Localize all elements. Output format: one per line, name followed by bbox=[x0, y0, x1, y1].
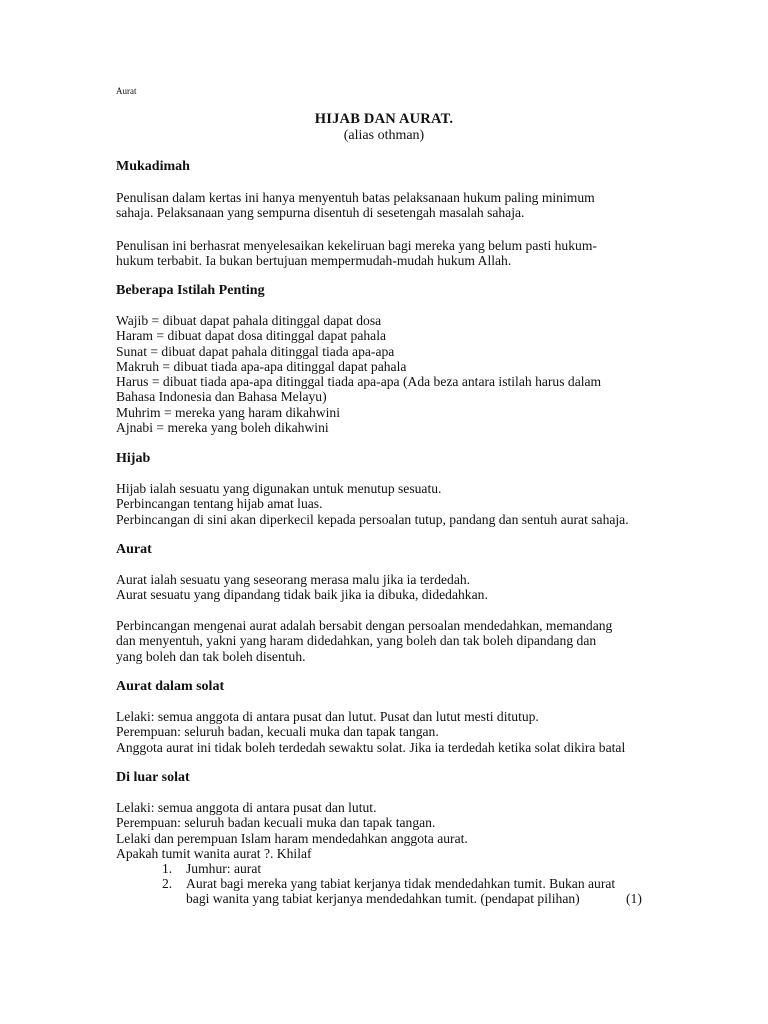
list-istilah bbox=[116, 313, 676, 435]
list-item-text: bagi wanita yang tabiat kerjanya mendedahkan tumit. (pendapat pilihan) bbox=[186, 891, 580, 907]
term-line: Wajib = dibuat dapat pahala ditinggal dapat dosa bbox=[116, 313, 382, 328]
document-title: HIJAB DAN AURAT. bbox=[314, 111, 454, 127]
heading-di-luar-solat: Di luar solat bbox=[116, 770, 190, 785]
text-line: dan menyentuh, yakni yang haram didedahkan, yang boleh dan tak boleh dipandang dan bbox=[116, 633, 597, 649]
list-number: 1. bbox=[162, 861, 173, 876]
heading-mukadimah: Mukadimah bbox=[116, 159, 190, 174]
text-line: yang boleh dan tak boleh disentuh. bbox=[116, 648, 306, 664]
heading-istilah: Beberapa Istilah Penting bbox=[116, 283, 265, 298]
heading-aurat-dalam-solat: Aurat dalam solat bbox=[116, 679, 225, 694]
paragraph-aurat-1 bbox=[116, 572, 676, 603]
text-line: sahaja. Pelaksanaan yang sempurna disentuh di sesetengah masalah sahaja. bbox=[116, 205, 525, 221]
list-item bbox=[186, 876, 746, 907]
list-item-text: Aurat bagi mereka yang tabiat kerjanya tidak mendedahkan tumit. Bukan aurat bbox=[186, 876, 616, 891]
paragraph-luar bbox=[116, 800, 676, 861]
term-line: Haram = dibuat dapat dosa ditinggal dapat pahala bbox=[116, 328, 387, 344]
text-line: Penulisan dalam kertas ini hanya menyentuh batas pelaksanaan hukum paling minimum bbox=[116, 190, 595, 205]
paragraph-aurat-2 bbox=[116, 618, 676, 664]
footnote-reference: (1) bbox=[626, 891, 642, 906]
term-line: Makruh = dibuat tiada apa-apa ditinggal dapat pahala bbox=[116, 358, 407, 374]
text-line: Perempuan: seluruh badan, kecuali muka dan tapak tangan. bbox=[116, 724, 439, 740]
text-line: Aurat sesuatu yang dipandang tidak baik jika ia dibuka, didedahkan. bbox=[116, 587, 488, 603]
running-header: Aurat bbox=[116, 86, 137, 96]
list-item-text: Jumhur: aurat bbox=[186, 861, 262, 876]
term-line: Bahasa Indonesia dan Bahasa Melayu) bbox=[116, 389, 327, 405]
heading-aurat: Aurat bbox=[116, 542, 152, 557]
text-line: Lelaki dan perempuan Islam haram mendedahkan anggota aurat. bbox=[116, 830, 468, 846]
text-line: Lelaki: semua anggota di antara pusat dan lutut. Pusat dan lutut mesti ditutup. bbox=[116, 709, 539, 724]
text-line: hukum terbabit. Ia bukan bertujuan mempermudah-mudah hukum Allah. bbox=[116, 253, 512, 269]
text-line: Apakah tumit wanita aurat ?. Khilaf bbox=[116, 845, 312, 861]
text-line: Aurat ialah sesuatu yang seseorang merasa malu jika ia terdedah. bbox=[116, 572, 471, 587]
text-line: Hijab ialah sesuatu yang digunakan untuk menutup sesuatu. bbox=[116, 481, 442, 496]
list-number: 2. bbox=[162, 876, 173, 891]
term-line: Harus = dibuat tiada apa-apa ditinggal tiada apa-apa (Ada beza antara istilah harus dalam bbox=[116, 374, 602, 390]
paragraph-mukadimah-2 bbox=[116, 238, 676, 269]
paragraph-mukadimah-1 bbox=[116, 190, 676, 221]
document-subtitle: (alias othman) bbox=[343, 128, 425, 143]
heading-hijab: Hijab bbox=[116, 451, 151, 466]
text-line: Perbincangan tentang hijab amat luas. bbox=[116, 496, 323, 512]
text-line: Penulisan ini berhasrat menyelesaikan kekeliruan bagi mereka yang belum pasti hukum- bbox=[116, 238, 597, 253]
term-line: Sunat = dibuat dapat pahala ditinggal tiada apa-apa bbox=[116, 343, 395, 359]
paragraph-solat bbox=[116, 709, 676, 755]
text-line: Perbincangan di sini akan diperkecil kepada persoalan tutup, pandang dan sentuh aurat sahaja. bbox=[116, 511, 629, 527]
term-line: Muhrim = mereka yang haram dikahwini bbox=[116, 404, 340, 420]
list-item bbox=[186, 861, 746, 876]
text-line: Anggota aurat ini tidak boleh terdedah sewaktu solat. Jika ia terdedah ketika solat dikira batal bbox=[116, 739, 626, 755]
term-line: Ajnabi = mereka yang boleh dikahwini bbox=[116, 420, 329, 436]
text-line: Perbincangan mengenai aurat adalah bersabit dengan persoalan mendedahkan, memandang bbox=[116, 618, 613, 633]
text-line: Lelaki: semua anggota di antara pusat dan lutut. bbox=[116, 800, 377, 815]
text-line: Perempuan: seluruh badan kecuali muka dan tapak tangan. bbox=[116, 815, 436, 831]
paragraph-hijab bbox=[116, 481, 676, 527]
